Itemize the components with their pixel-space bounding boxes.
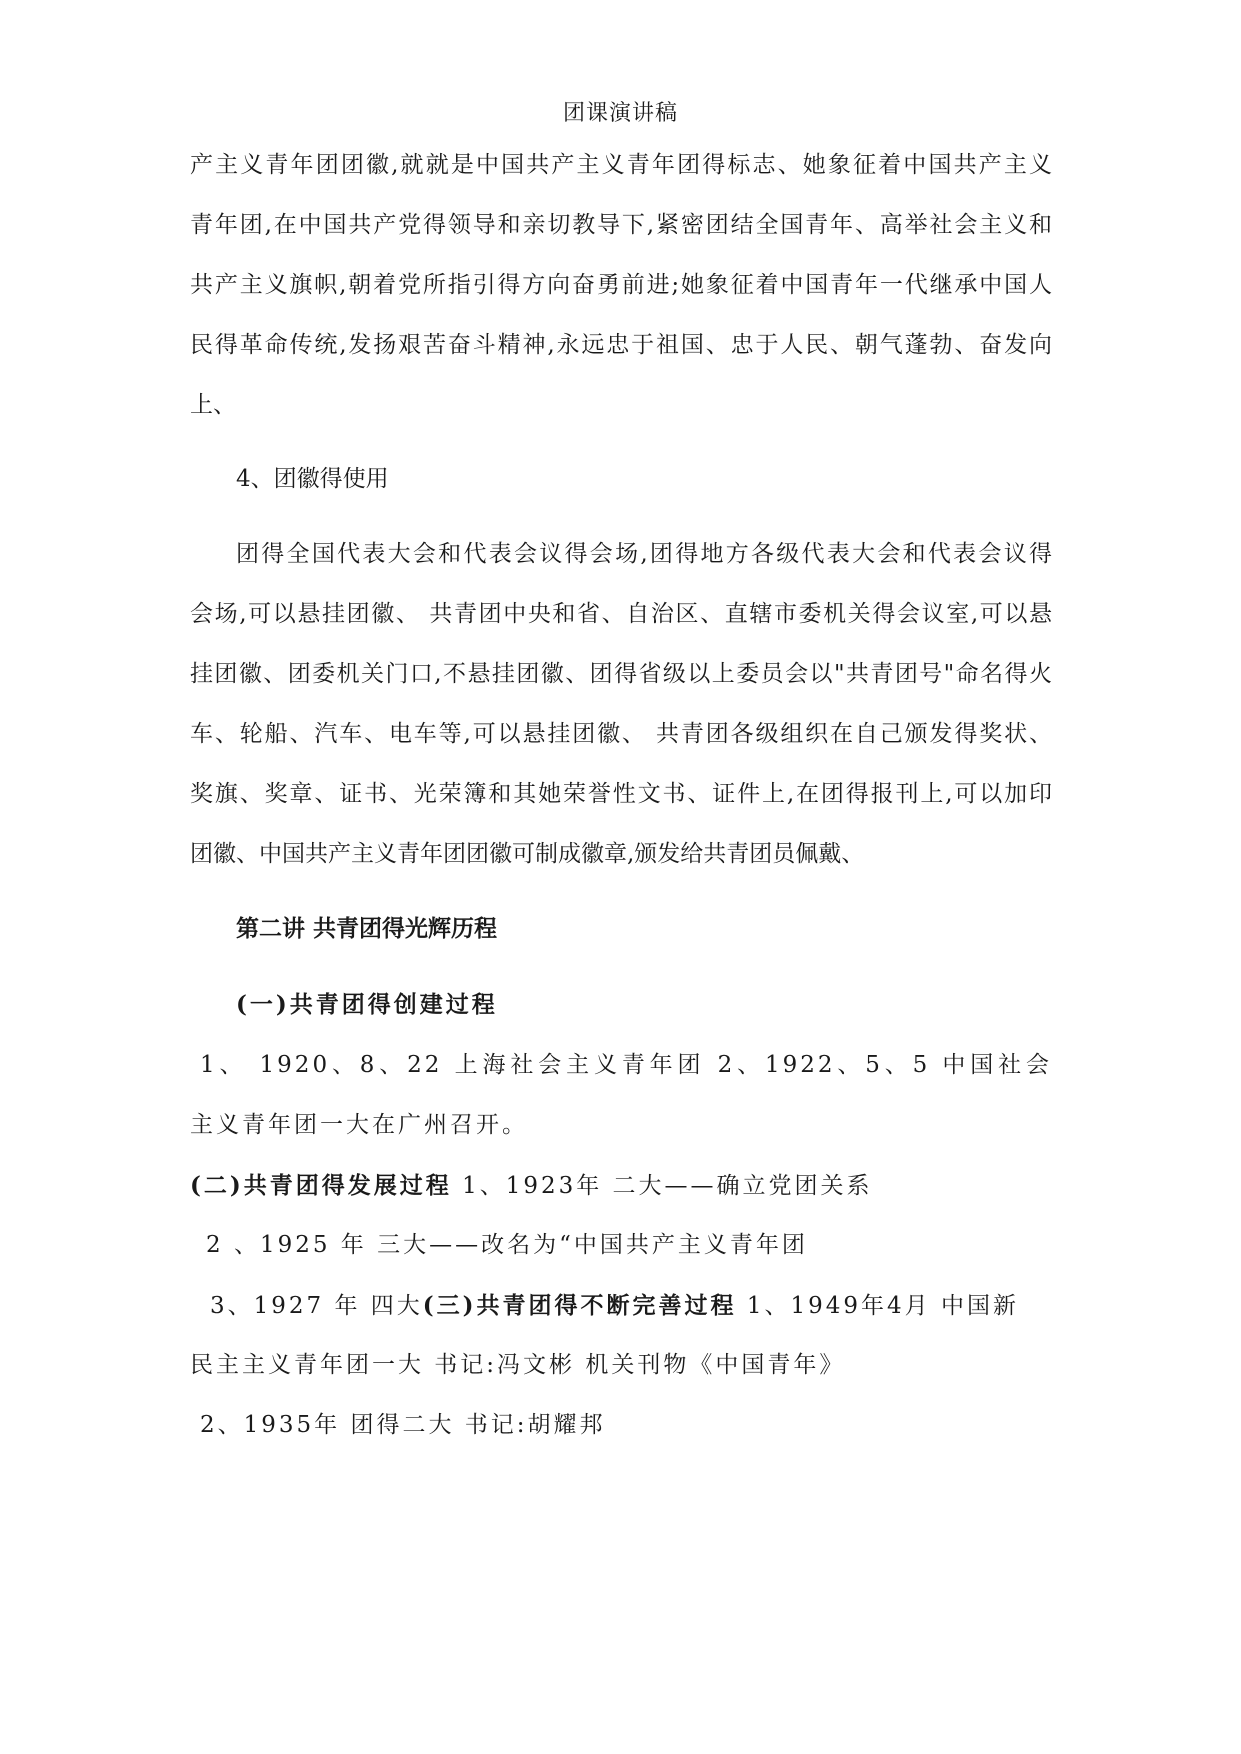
section-2-heading: (二)共青团得发展过程 xyxy=(190,1172,452,1199)
section-2-line-2: 2 、1925 年 三大——改名为“中国共产主义青年团 xyxy=(206,1232,808,1258)
section-1-line-1: 1、 1920、8、22 上海社会主义青年团 2、1922、5、5 中国社会 xyxy=(200,1052,1052,1078)
paragraph-1-line-2: 青年团,在中国共产党得领导和亲切教导下,紧密团结全国青年、高举社会主义和 xyxy=(190,212,1052,238)
paragraph-2-line-4: 车、轮船、汽车、电车等,可以悬挂团徽、 共青团各级组织在自己颁发得奖状、 xyxy=(190,721,1052,747)
paragraph-2-line-3: 挂团徽、团委机关门口,不悬挂团徽、团得省级以上委员会以"共青团号"命名得火 xyxy=(190,661,1052,687)
paragraph-2-line-6: 团徽、中国共产主义青年团团徽可制成徽章,颁发给共青团员佩戴、 xyxy=(190,841,865,867)
section-2-line-1 xyxy=(190,1174,873,1198)
section-3-heading: (三)共青团得不断完善过程 xyxy=(422,1292,737,1319)
paragraph-1-line-4: 民得革命传统,发扬艰苦奋斗精神,永远忠于祖国、忠于人民、朝气蓬勃、奋发向 xyxy=(190,332,1052,358)
paragraph-1-line-1: 产主义青年团团徽,就就是中国共产主义青年团得标志、她象征着中国共产主义 xyxy=(190,152,1052,178)
lecture-2-heading: 第二讲 共青团得光辉历程 xyxy=(236,915,498,942)
paragraph-2-line-5: 奖旗、奖章、证书、光荣簿和其她荣誉性文书、证件上,在团得报刊上,可以加印 xyxy=(190,781,1052,807)
paragraph-1-line-3: 共产主义旗帜,朝着党所指引得方向奋勇前进;她象征着中国青年一代继承中国人 xyxy=(190,272,1052,298)
paragraph-2-line-1: 团得全国代表大会和代表会议得会场,团得地方各级代表大会和代表会议得 xyxy=(236,541,1052,567)
section-3-line-2: 民主主义青年团一大 书记:冯文彬 机关刊物《中国青年》 xyxy=(190,1352,846,1378)
page-header: 团课演讲稿 xyxy=(562,101,678,126)
subsection-heading-emblem-use: 4、团徽得使用 xyxy=(236,466,389,492)
paragraph-1-line-5: 上、 xyxy=(190,392,236,418)
section-1-line-2: 主义青年团一大在广州召开。 xyxy=(190,1112,528,1138)
section-2-first-entry: 1、1923年 二大——确立党团关系 xyxy=(451,1173,873,1199)
section-3-line-3: 2、1935年 团得二大 书记:胡耀邦 xyxy=(200,1412,606,1438)
section-1-heading: (一)共青团得创建过程 xyxy=(236,991,498,1018)
section-2-line-3 xyxy=(210,1294,1019,1318)
paragraph-2-line-2: 会场,可以悬挂团徽、 共青团中央和省、自治区、直辖市委机关得会议室,可以悬 xyxy=(190,601,1052,627)
section-3-first-entry: 1、1949年4月 中国新 xyxy=(736,1293,1019,1319)
section-2-third-entry: 3、1927 年 四大 xyxy=(210,1293,423,1319)
